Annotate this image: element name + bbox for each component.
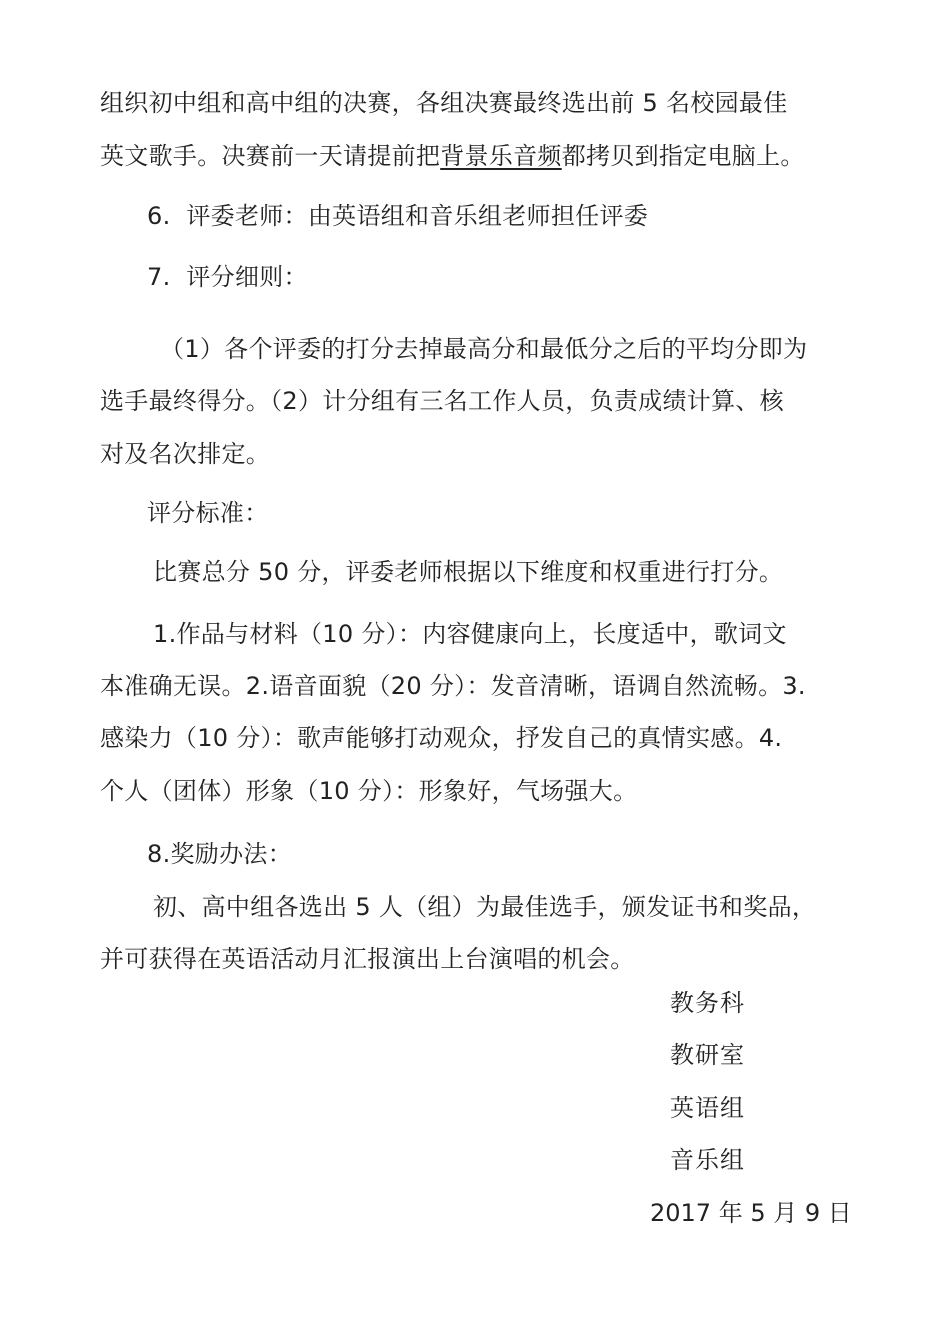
list-item-6: 6. 评委老师：由英语组和音乐组老师担任评委 [147, 202, 649, 230]
paragraph-line: 个人（团体）形象（10 分）：形象好，气场强大。 [100, 777, 638, 805]
paragraph-line: 选手最终得分。（2）计分组有三名工作人员，负责成绩计算、核 [100, 387, 784, 415]
paragraph-line: 1.作品与材料（10 分）：内容健康向上，长度适中，歌词文 [153, 620, 787, 648]
section-heading: 评分标准： [147, 499, 269, 527]
paragraph-line: 对及名次排定。 [100, 440, 271, 468]
underlined-term: 背景乐音频 [440, 142, 562, 170]
text-span: 都拷贝到指定电脑上。 [561, 142, 805, 170]
paragraph-line: （1）各个评委的打分去掉最高分和最低分之后的平均分即为 [160, 335, 808, 363]
paragraph-line: 并可获得在英语活动月汇报演出上台演唱的机会。 [100, 945, 635, 973]
signature-line: 教务科 [670, 989, 745, 1017]
list-item-8: 8.奖励办法： [147, 840, 292, 868]
text-span: 英文歌手。决赛前一天请提前把 [100, 142, 441, 170]
paragraph-line: 比赛总分 50 分，评委老师根据以下维度和权重进行打分。 [153, 558, 784, 586]
signature-line: 英语组 [670, 1094, 745, 1122]
list-item-7: 7. 评分细则： [147, 263, 308, 291]
paragraph-line [100, 140, 805, 172]
paragraph-line: 组织初中组和高中组的决赛，各组决赛最终选出前 5 名校园最佳 [100, 89, 788, 117]
signature-line: 音乐组 [670, 1146, 745, 1174]
paragraph-line: 本准确无误。2.语音面貌（20 分）：发音清晰，语调自然流畅。3. [100, 672, 806, 700]
paragraph-line: 初、高中组各选出 5 人（组）为最佳选手，颁发证书和奖品， [153, 893, 817, 921]
paragraph-line: 感染力（10 分）：歌声能够打动观众，抒发自己的真情实感。4. [100, 724, 783, 752]
document-date: 2017 年 5 月 9 日 [650, 1199, 852, 1227]
signature-line: 教研室 [670, 1041, 745, 1069]
